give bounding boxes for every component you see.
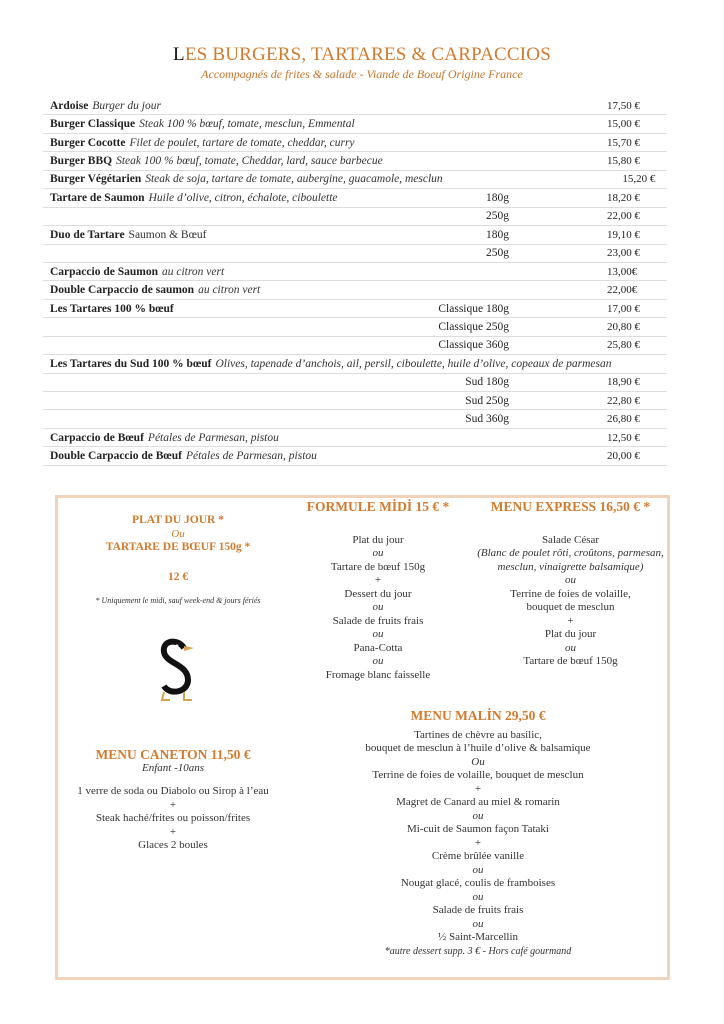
item-size: Sud 250g (465, 394, 509, 407)
menu-line: 1 verre de soda ou Diabolo ou Sirop à l’eau (77, 785, 269, 797)
title-initial: L (173, 44, 185, 65)
menu-line: Plat du jour (544, 628, 597, 640)
item-name: Burger BBQ (50, 155, 113, 168)
menu-malin-section (328, 709, 628, 958)
item-name: Les Tartares 100 % bœuf (50, 302, 174, 315)
item-size: Sud 360g (465, 413, 509, 426)
item-text (43, 210, 399, 222)
item-description: au citron vert (161, 265, 225, 278)
item-name (43, 395, 50, 407)
item-price: 22,00€ (607, 284, 638, 297)
item-text (43, 247, 399, 259)
menu-caneton-title: MENU CANETON 11,50 € (95, 747, 251, 762)
menu-line: ½ Saint-Marcellin (437, 931, 519, 943)
menu-row (43, 300, 667, 318)
item-description: Saumon & Bœuf (128, 228, 207, 241)
item-price: 15,00 € (607, 118, 640, 131)
menu-row (43, 355, 667, 373)
plus-separator: + (169, 825, 177, 838)
item-name (43, 413, 50, 425)
item-name: Carpaccio de Bœuf (50, 431, 144, 444)
menu-caneton-subtitle: Enfant -10ans (141, 761, 205, 774)
item-price: 20,00 € (607, 450, 640, 463)
item-price: 15,20 € (622, 173, 656, 186)
menu-line: Plat du jour (352, 533, 404, 546)
item-name: Duo de Tartare (50, 228, 125, 241)
item-text (43, 303, 399, 315)
menu-row (43, 226, 667, 244)
item-description: Filet de poulet, tartare de tomate, cheddar, curry (129, 136, 355, 149)
item-name: Burger Végétarien (50, 173, 142, 186)
menu-row (43, 337, 667, 355)
menu-line: bouquet de mesclun (526, 601, 615, 613)
item-price: 22,00 € (607, 210, 640, 223)
item-price: 18,90 € (607, 376, 640, 389)
item-text (43, 173, 443, 185)
menu-line: Steak haché/frites ou poisson/frites (95, 812, 251, 824)
menu-row (43, 189, 667, 207)
item-price: 18,20 € (607, 191, 640, 204)
menu-row (43, 281, 667, 299)
item-name: Double Carpaccio de Bœuf (50, 450, 182, 463)
item-text (43, 118, 399, 130)
menu-row (43, 374, 667, 392)
item-description: au citron vert (198, 284, 261, 297)
menu-line: Tartare de bœuf 150g (330, 560, 426, 573)
item-size: 180g (486, 191, 509, 204)
item-description: Steak de soja, tartare de tomate, aubergine, guacamole, mesclun (145, 173, 443, 186)
menu-table (43, 97, 667, 466)
tartare-title: TARTARE DE BŒUF 150g * (105, 541, 251, 553)
item-text (43, 339, 399, 351)
menu-row (43, 134, 667, 152)
menu-row (43, 171, 667, 189)
formule-midi-section (293, 500, 463, 682)
item-price: 15,80 € (607, 155, 640, 168)
or-label: ou (472, 809, 484, 822)
menu-line: Glaces 2 boules (138, 839, 208, 851)
menu-row (43, 447, 667, 465)
or-label: Ou (471, 755, 485, 768)
menu-line: Tartines de chèvre au basilic, (414, 728, 542, 741)
subtitle: Accompagnés de frites & salade - Viande de Boeuf Origine France (201, 67, 523, 81)
item-price: 25,80 € (607, 339, 640, 352)
or-label: ou (565, 574, 576, 586)
item-description: Huile d’olive, citron, échalote, ciboulette (148, 191, 338, 204)
menu-line: Fromage blanc faisselle (325, 668, 431, 681)
menu-row (43, 245, 667, 263)
menu-line: Terrine de foies de volaille, bouquet de mesclun (372, 769, 584, 781)
item-size: 250g (486, 247, 509, 260)
or-label: Ou (171, 527, 185, 540)
item-price: 17,00 € (607, 302, 640, 315)
formule-midi-title: FORMULE MİDİ 15 € * (306, 499, 450, 514)
item-name (43, 210, 50, 222)
menu-line: Crème brûlée vanille (431, 850, 525, 862)
item-name: Les Tartares du Sud 100 % bœuf (50, 357, 212, 370)
item-text (43, 266, 399, 278)
or-label: ou (472, 863, 484, 876)
menu-row (43, 318, 667, 336)
item-description: Olives, tapenade d’anchois, ail, persil, ciboulette, huile d’olive, copeaux de parmesan (215, 357, 612, 370)
menu-line: (Blanc de poulet rôti, croûtons, parmesan, mesclun, vinaigrette balsamique) (477, 547, 664, 573)
menu-line: Mi-cuit de Saumon façon Tataki (407, 823, 549, 835)
item-name: Double Carpaccio de saumon (50, 284, 195, 297)
plus-separator: + (474, 782, 482, 795)
or-label: ou (372, 601, 384, 613)
menu-express-section (473, 500, 668, 669)
item-text (43, 229, 399, 241)
menu-caneton-section (58, 748, 288, 853)
item-description: Burger du jour (92, 99, 161, 112)
item-price: 23,00 € (607, 247, 640, 260)
plat-du-jour-price: 12 € (167, 570, 189, 583)
menu-malin-title: MENU MALİN 29,50 € (410, 708, 546, 723)
item-name: Ardoise (50, 99, 89, 112)
item-description: Pétales de Parmesan, pistou (185, 450, 317, 463)
plat-du-jour-section (58, 514, 298, 708)
title-text: ES BURGERS, TARTARES & CARPACCIOS (184, 44, 551, 65)
menu-line: Nougat glacé, coulis de framboises (400, 877, 556, 889)
item-description: Steak 100 % bœuf, tomate, Cheddar, lard, sauce barbecue (116, 155, 383, 168)
item-size: 250g (486, 210, 509, 223)
item-description: Steak 100 % bœuf, tomate, mesclun, Emmental (139, 118, 355, 131)
or-label: ou (372, 547, 384, 559)
menu-line: Salade de fruits frais (332, 614, 424, 627)
item-text (43, 395, 399, 407)
or-label: ou (372, 655, 384, 667)
menu-line: Salade de fruits frais (432, 904, 524, 916)
item-price: 26,80 € (607, 413, 640, 426)
plus-separator: + (474, 836, 482, 849)
item-price: 22,80 € (607, 394, 640, 407)
menu-row (43, 410, 667, 428)
item-text (43, 100, 399, 112)
or-label: ou (472, 890, 484, 903)
item-text (43, 321, 399, 333)
menu-row (43, 152, 667, 170)
menu-row (43, 208, 667, 226)
item-size: Classique 360g (438, 339, 509, 352)
menu-row (43, 115, 667, 133)
plus-separator: + (374, 574, 382, 586)
item-text (43, 376, 399, 388)
item-name (43, 247, 50, 259)
item-price: 13,00€ (607, 265, 638, 278)
menu-malin-note: *autre dessert supp. 3 € - Hors café gourmand (384, 945, 572, 957)
formulas-box (55, 495, 670, 980)
item-description: Pétales de Parmesan, pistou (147, 431, 279, 444)
item-name (43, 339, 50, 351)
plus-separator: + (169, 798, 177, 811)
item-text (43, 192, 399, 204)
menu-row (43, 429, 667, 447)
item-text (43, 432, 399, 444)
item-price: 17,50 € (607, 99, 640, 112)
item-price: 19,10 € (607, 228, 640, 241)
menu-line: Tartare de bœuf 150g (523, 655, 618, 667)
item-text (43, 155, 399, 167)
item-name: Carpaccio de Saumon (50, 265, 158, 278)
menu-line: bouquet de mesclun à l’huile d’olive & balsamique (365, 742, 591, 754)
item-text (43, 413, 399, 425)
item-price: 15,70 € (607, 136, 640, 149)
item-text (43, 450, 399, 462)
menu-line: Salade César (541, 533, 600, 546)
item-name: Burger Classique (50, 118, 136, 131)
menu-row (43, 392, 667, 410)
menu-line: Dessert du jour (344, 587, 412, 600)
duck-logo-icon (148, 634, 208, 704)
plat-du-jour-title: PLAT DU JOUR * (132, 514, 224, 526)
item-name: Tartare de Saumon (50, 191, 145, 204)
menu-line: Magret de Canard au miel & romarin (396, 796, 560, 808)
item-text (43, 137, 399, 149)
item-name (43, 376, 50, 388)
plus-separator: + (567, 614, 574, 627)
menu-line: Terrine de foies de volaille, (510, 587, 631, 600)
item-text (43, 284, 399, 296)
menu-row (43, 97, 667, 115)
or-label: ou (565, 641, 576, 654)
item-size: Classique 180g (438, 302, 509, 315)
item-price: 12,50 € (607, 431, 640, 444)
or-label: ou (472, 917, 484, 930)
item-size: Sud 180g (465, 376, 509, 389)
item-size: 180g (486, 228, 509, 241)
menu-line: Pana-Cotta (353, 641, 403, 654)
or-label: ou (372, 628, 384, 640)
plat-du-jour-note: * Uniquement le midi, sauf week-end & jours fériés (95, 596, 261, 605)
menu-express-title: MENU EXPRESS 16,50 € * (490, 499, 651, 514)
page-title (0, 44, 724, 66)
menu-row (43, 263, 667, 281)
item-name: Burger Cocotte (50, 136, 126, 149)
item-name (43, 321, 50, 333)
item-text (43, 358, 667, 370)
item-price: 20,80 € (607, 320, 640, 333)
item-size: Classique 250g (438, 320, 509, 333)
